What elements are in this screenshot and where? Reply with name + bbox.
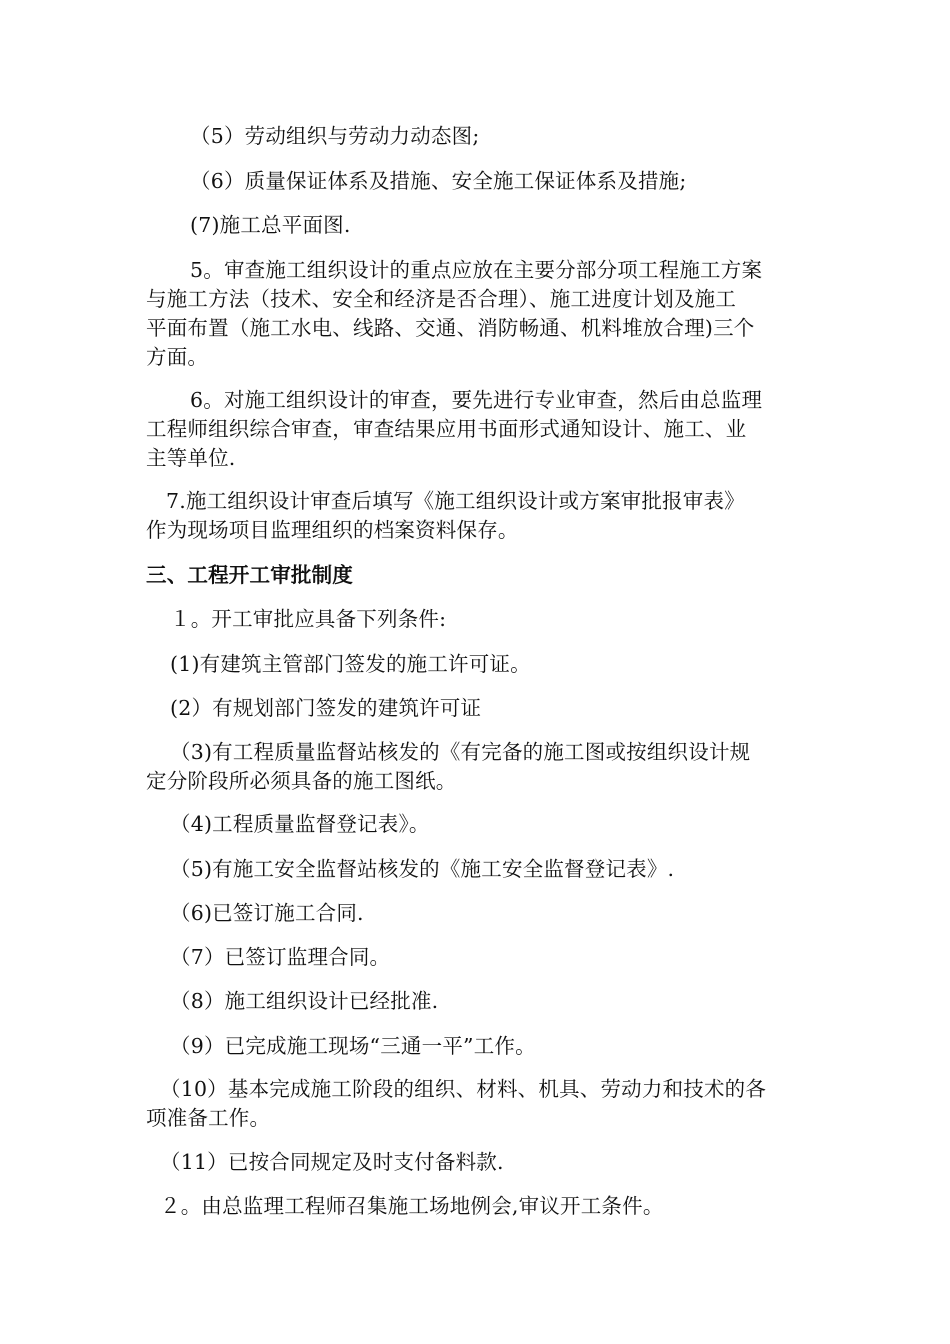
- condition-10-line-1: （10）基本完成施工阶段的组织、材料、机具、劳动力和技术的各: [160, 1077, 767, 1101]
- condition-3-line-1: （3)有工程质量监督站核发的《有完备的施工图或按组织设计规: [170, 740, 751, 764]
- paragraph-6-line-1: 6。对施工组织设计的审查，要先进行专业审查，然后由总监理: [190, 388, 763, 412]
- paragraph-7-line-2: 作为现场项目监理组织的档案资料保存。: [146, 518, 519, 542]
- paragraph-5-line-4: 方面。: [146, 345, 209, 369]
- condition-1: (1)有建筑主管部门签发的施工许可证。: [170, 652, 531, 676]
- condition-5: （5)有施工安全监督站核发的《施工安全监督登记表》.: [170, 857, 675, 881]
- list-item-5-labor: （5）劳动组织与劳动力动态图;: [190, 124, 480, 148]
- condition-3-line-2: 定分阶段所必须具备的施工图纸。: [146, 769, 457, 793]
- section-heading: 三、工程开工审批制度: [146, 563, 353, 587]
- paragraph-5-line-3: 平面布置（施工水电、线路、交通、消防畅通、机料堆放合理)三个: [146, 316, 755, 340]
- item-1-conditions: １。开工审批应具备下列条件:: [170, 607, 447, 631]
- list-item-7-site-plan: (7)施工总平面图.: [190, 213, 351, 237]
- condition-9: （9）已完成施工现场“三通一平”工作。: [170, 1034, 536, 1058]
- condition-4: （4)工程质量监督登记表》。: [170, 812, 430, 836]
- list-item-6-quality: （6）质量保证体系及措施、安全施工保证体系及措施;: [190, 169, 687, 193]
- paragraph-6-line-3: 主等单位.: [146, 446, 236, 470]
- paragraph-6-line-2: 工程师组织综合审查，审查结果应用书面形式通知设计、施工、业: [146, 417, 747, 441]
- paragraph-5-line-2: 与施工方法（技术、安全和经济是否合理）、施工进度计划及施工: [146, 287, 737, 311]
- condition-8: （8）施工组织设计已经批准.: [170, 989, 439, 1013]
- paragraph-5-line-1: 5。审查施工组织设计的重点应放在主要分部分项工程施工方案: [190, 258, 763, 282]
- condition-10-line-2: 项准备工作。: [146, 1106, 271, 1130]
- paragraph-7-line-1: 7.施工组织设计审查后填写《施工组织设计或方案审批报审表》: [166, 489, 745, 513]
- condition-2: (2）有规划部门签发的建筑许可证: [170, 696, 482, 720]
- condition-6: （6)已签订施工合同.: [170, 901, 364, 925]
- item-2-meeting: ２。由总监理工程师召集施工场地例会,审议开工条件。: [160, 1194, 664, 1218]
- condition-7: （7）已签订监理合同。: [170, 945, 391, 969]
- condition-11: （11）已按合同规定及时支付备料款.: [160, 1150, 504, 1174]
